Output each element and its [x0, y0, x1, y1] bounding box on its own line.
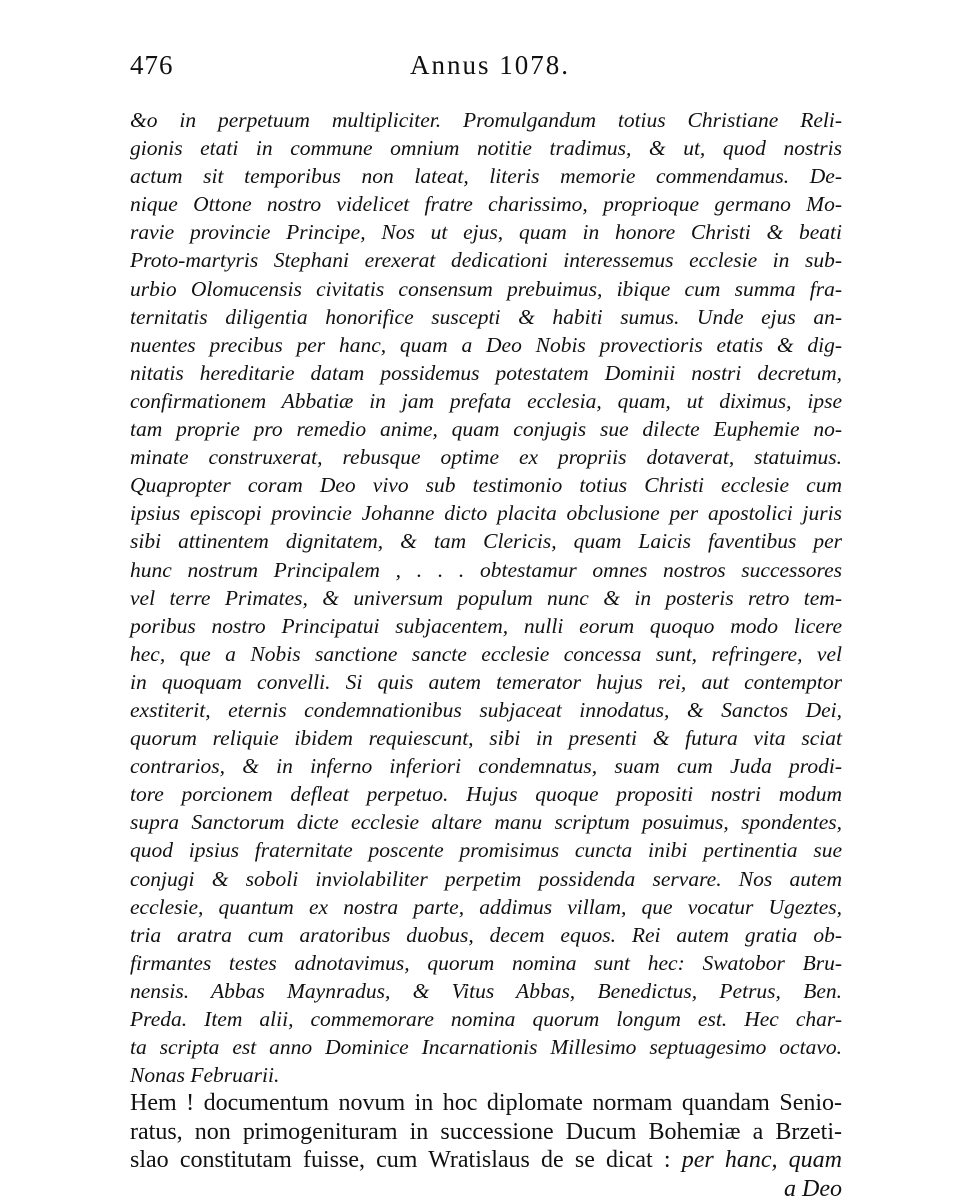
text-line: nitatis hereditarie datam possidemus potestatem Dominii nostri decretum, [130, 360, 842, 385]
text-line: hunc nostrum Principalem , . . . obtestamur omnes nostros successores [130, 557, 842, 582]
commentary-line: Hem ! documentum novum in hoc diplomate normam quandam Senio- [130, 1090, 842, 1117]
text-line: ecclesie, quantum ex nostra parte, addimus villam, que vocatur Ugeztes, [130, 894, 842, 919]
text-line: minate construxerat, rebusque optime ex propriis dotaverat, statuimus. [130, 445, 842, 470]
text-line: urbio Olomucensis civitatis consensum prebuimus, ibique cum summa fra- [130, 276, 842, 301]
text-line: conjugi & soboli inviolabiliter perpetim possidenda servare. Nos autem [130, 866, 842, 891]
text-line: Quapropter coram Deo vivo sub testimonio totius Christi ecclesie cum [130, 473, 842, 498]
commentary-plain: slao constitutam fuisse, cum Wratislaus de se dicat : [130, 1147, 671, 1174]
text-line: gionis etati in commune omnium notitie tradimus, & ut, quod nostris [130, 136, 842, 161]
text-line: contrarios, & in inferno inferiori condemnatus, suam cum Juda prodi- [130, 754, 842, 779]
text-line: &o in perpetuum multipliciter. Promulgandum totius Christiane Reli- [130, 108, 842, 132]
text-line: quorum reliquie ibidem requiescunt, sibi in presenti & futura vita sciat [130, 726, 842, 751]
text-line: exstiterit, eternis condemnationibus subjaceat innodatus, & Sanctos Dei, [130, 697, 842, 722]
running-head [130, 50, 842, 90]
text-line: nique Ottone nostro videlicet fratre charissimo, proprioque germano Mo- [130, 192, 842, 217]
running-title: Annus 1078. [410, 50, 571, 80]
text-line: sibi attinentem dignitatem, & tam Clericis, quam Laicis faventibus per [130, 529, 842, 554]
text-line: actum sit temporibus non lateat, literis memorie commendamus. De- [130, 164, 842, 189]
text-line: ta scripta est anno Dominice Incarnationis Millesimo septuagesimo octavo. [130, 1035, 842, 1060]
text-line: nensis. Abbas Maynradus, & Vitus Abbas, Benedictus, Petrus, Ben. [130, 978, 842, 1003]
commentary-line: ratus, non primogenituram in successione Ducum Bohemiæ a Brzeti- [130, 1118, 842, 1145]
text-line: Nonas Februarii. [130, 1063, 280, 1088]
commentary-quote: per hanc, quam [681, 1147, 843, 1174]
text-line: quod ipsius fraternitate poscente promisimus cuncta inibi pertinentia sue [130, 838, 842, 863]
text-line: tria aratra cum aratoribus duobus, decem equos. Rei autem gratia ob- [130, 922, 842, 947]
commentary-line [130, 1146, 842, 1175]
text-line: in quoquam convelli. Si quis autem temerator hujus rei, aut contemptor [130, 669, 842, 694]
latin-charter-text [130, 106, 842, 1089]
text-line: ipsius episcopi provincie Johanne dicto placita obclusione per apostolici juris [130, 501, 842, 526]
commentary-text [130, 1089, 842, 1203]
text-line: ternitatis diligentia honorifice suscepti & habiti sumus. Unde ejus an- [130, 304, 842, 329]
text-line: poribus nostro Principatui subjacentem, nulli eorum quoquo modo licere [130, 613, 842, 638]
text-line: Preda. Item alii, commemorare nomina quorum longum est. Hec char- [130, 1007, 842, 1031]
text-line: firmantes testes adnotavimus, quorum nomina sunt hec: Swatobor Bru- [130, 950, 842, 975]
text-line: tam proprie pro remedio anime, quam conjugis sue dilecte Euphemie no- [130, 417, 842, 442]
catchword: a Deo [784, 1175, 842, 1202]
text-line: vel terre Primates, & universum populum nunc & in posteris retro tem- [130, 585, 842, 610]
text-line: nuentes precibus per hanc, quam a Deo Nobis provectioris etatis & dig- [130, 332, 842, 357]
text-line: confirmationem Abbatiæ in jam prefata ecclesia, quam, ut diximus, ipse [130, 388, 842, 413]
text-line: Proto-martyris Stephani erexerat dedicationi interessemus ecclesie in sub- [130, 248, 842, 273]
text-line: tore porcionem defleat perpetuo. Hujus quoque propositi nostri modum [130, 782, 842, 807]
text-line: hec, que a Nobis sanctione sancte ecclesie concessa sunt, refringere, vel [130, 641, 842, 666]
page-number: 476 [130, 50, 174, 80]
text-line: supra Sanctorum dicte ecclesie altare manu scriptum posuimus, spondentes, [130, 810, 842, 835]
text-line: ravie provincie Principe, Nos ut ejus, quam in honore Christi & beati [130, 220, 842, 245]
